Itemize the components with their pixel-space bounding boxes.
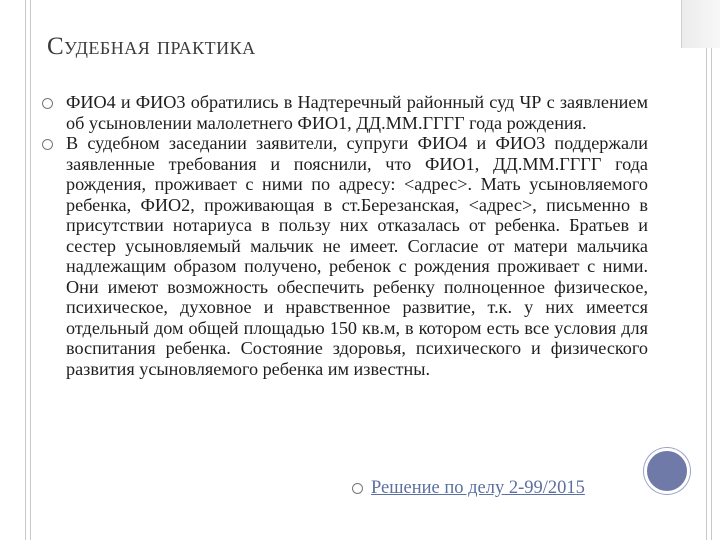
decision-link-row bbox=[352, 478, 585, 499]
list-item bbox=[42, 92, 648, 133]
slide-title: Судебная практика bbox=[47, 33, 256, 60]
frame-line-right-outer bbox=[711, 0, 712, 540]
bullet-circle-icon bbox=[352, 483, 363, 494]
bullet-circle-icon bbox=[42, 139, 53, 150]
frame-line-right bbox=[706, 0, 707, 540]
paragraph-text: ФИО4 и ФИО3 обратились в Надтеречный районный суд ЧР с заявлением об усыновлении малолетнего ФИО1, ДД.ММ.ГГГГ года рождения. bbox=[66, 92, 648, 133]
corner-decoration bbox=[681, 0, 720, 48]
list-item bbox=[42, 133, 648, 379]
slide-number-circle bbox=[644, 448, 690, 494]
frame-line-left-inner bbox=[30, 0, 31, 540]
bullet-circle-icon bbox=[42, 98, 53, 109]
frame-line-left bbox=[25, 0, 26, 540]
decision-link[interactable]: Решение по делу 2-99/2015 bbox=[371, 478, 585, 498]
bullet-list bbox=[42, 92, 648, 379]
paragraph-text: В судебном заседании заявители, супруги ФИО4 и ФИО3 поддержали заявленные требования и пояснили, что ФИО1, ДД.ММ.ГГГГ года рождения, проживает с ними по адресу: <адрес>. Мать усыновляемого ребенка, ФИО2, проживающая в ст.Березанская, <адрес>, письменно в присутствии нотариуса в пользу них отказалась от ребенка. Братьев и сестер усыновляемый мальчик не имеет. Согласие от матери мальчика надлежащим образом получено, ребенок с рождения проживает с ними. Они имеют возможность обеспечить ребенку полноценное физическое, психическое, духовное и нравственное развитие, т.к. у них имеется отдельный дом общей площадью 150 кв.м, в котором есть все условия для воспитания ребенка. Состояние здоровья, психического и физического развития усыновляемого ребенка им известны. bbox=[66, 133, 648, 379]
